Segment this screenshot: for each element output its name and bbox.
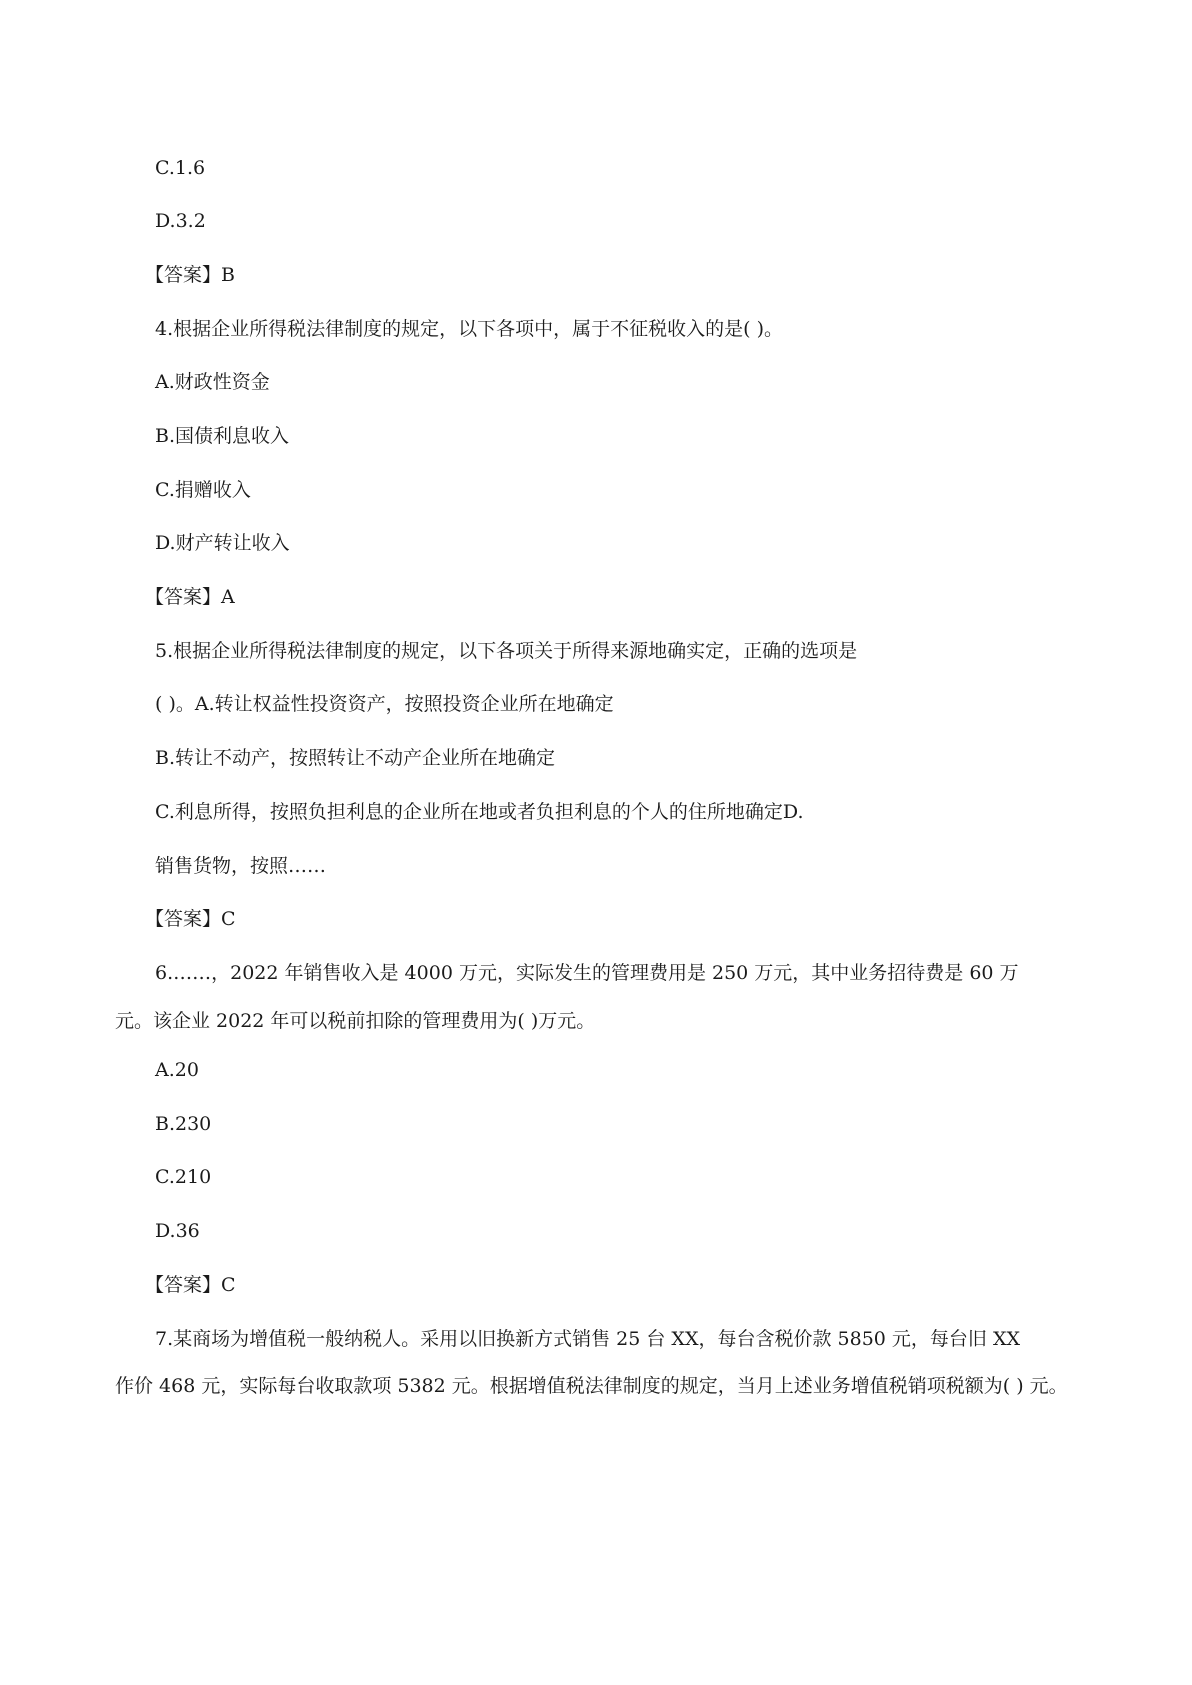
question-7-line-2: 作价 468 元，实际每台收取款项 5382 元。根据增值税法律制度的规定，当月上述业务增值税销项税额为( ) 元。 [115,1375,1068,1397]
option-b: B.转让不动产，按照转让不动产企业所在地确定 [155,747,556,769]
option-c: C.210 [155,1166,212,1188]
option-d: D.36 [155,1220,200,1242]
answer: 【答案】A [145,586,235,608]
option-c: C.1.6 [155,157,206,179]
option-b: B.230 [155,1113,212,1135]
question-4: 4.根据企业所得税法律制度的规定，以下各项中，属于不征税收入的是( )。 [155,318,783,340]
question-7: 7.某商场为增值税一般纳税人。采用以旧换新方式销售 25 台 XX，每台含税价款 5850 元，每台旧 XX [155,1328,1021,1350]
option-d: 销售货物，按照…… [155,855,327,877]
option-a: A.财政性资金 [155,371,270,393]
question-5: 5.根据企业所得税法律制度的规定，以下各项关于所得来源地确实定，正确的选项是 [155,640,858,662]
option-c: C.利息所得，按照负担利息的企业所在地或者负担利息的个人的住所地确定D. [155,801,804,823]
question-6: 6.……，2022 年销售收入是 4000 万元，实际发生的管理费用是 250 万元，其中业务招待费是 60 万 [155,962,1019,984]
option-a: A.20 [155,1059,199,1081]
question-6-line-2: 元。该企业 2022 年可以税前扣除的管理费用为( )万元。 [115,1010,596,1032]
answer: 【答案】B [145,264,235,286]
answer: 【答案】C [145,1274,236,1296]
option-d: D.财产转让收入 [155,532,290,554]
option-d: D.3.2 [155,210,206,232]
option-c: C.捐赠收入 [155,479,251,501]
question-5-line-2: ( )。A.转让权益性投资资产，按照投资企业所在地确定 [155,693,614,715]
option-b: B.国债利息收入 [155,425,290,447]
answer: 【答案】C [145,908,236,930]
